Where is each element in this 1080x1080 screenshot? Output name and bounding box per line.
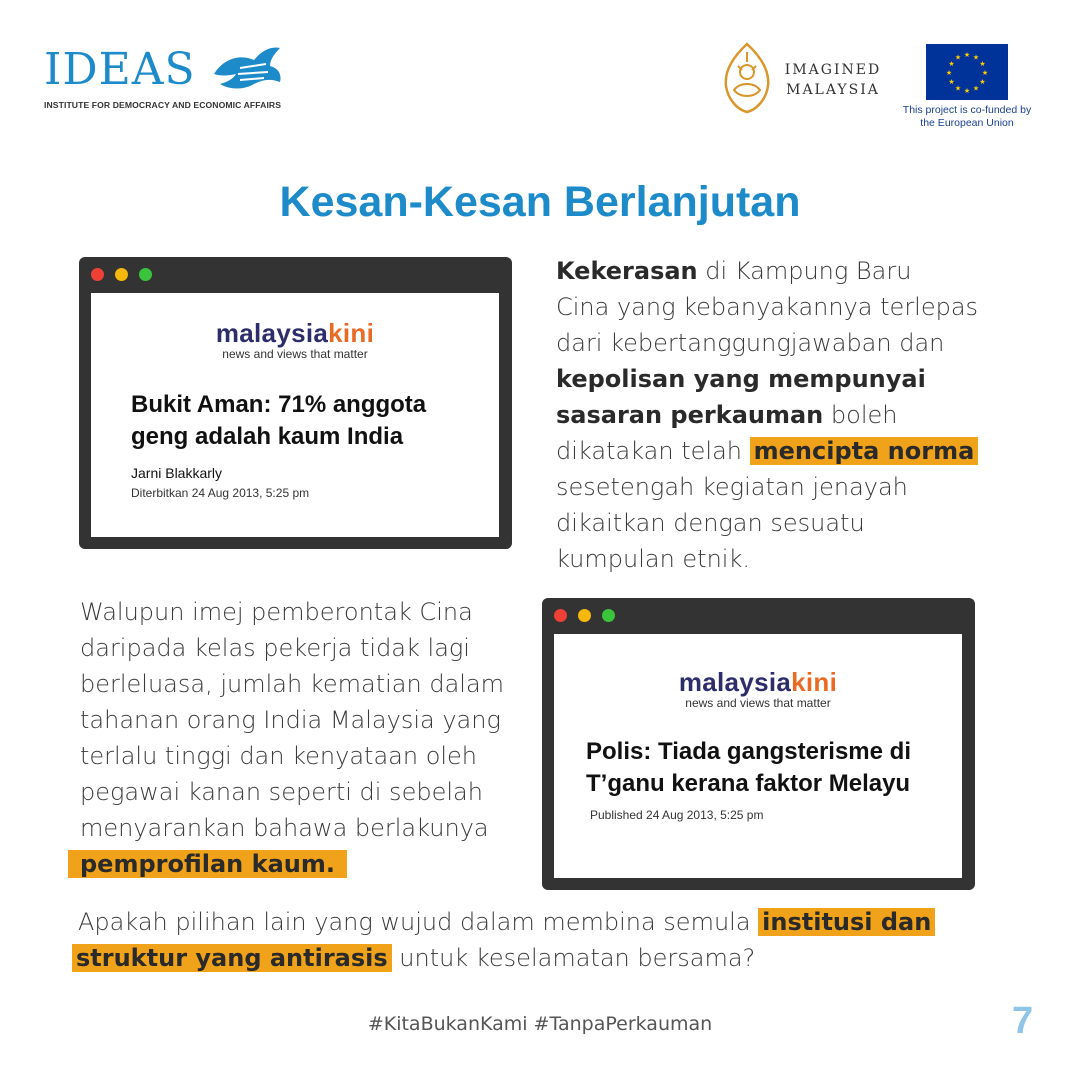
- article-author: Jarni Blakkarly: [131, 465, 223, 481]
- site-name-part2: kini: [791, 667, 838, 697]
- maximize-dot-icon: [139, 268, 152, 281]
- site-name-part1: malaysia: [215, 318, 329, 348]
- eu-caption-line2: the European Union: [920, 117, 1014, 129]
- bird-icon: [210, 44, 286, 96]
- svg-text:★: ★: [954, 84, 962, 93]
- imagined-line1: IMAGINED: [784, 62, 882, 78]
- text-span: Apakah pilihan lain yang wujud dalam membina semula: [78, 908, 759, 936]
- text-line: kumpulan etnik.: [556, 545, 750, 573]
- site-name-part1: malaysia: [678, 667, 792, 697]
- article-date: Diterbitkan 24 Aug 2013, 5:25 pm: [131, 486, 310, 500]
- page-number: 7: [1012, 1000, 1034, 1042]
- imagined-line2: MALAYSIA: [786, 82, 880, 98]
- text-line: Walupun imej pemberontak Cina: [80, 598, 473, 626]
- text-span: untuk keselamatan bersama?: [391, 944, 756, 972]
- hashtags: #KitaBukanKami #TanpaPerkauman: [367, 1013, 713, 1035]
- svg-text:★: ★: [979, 60, 986, 68]
- svg-text:★: ★: [972, 84, 980, 93]
- bold-sasaran: sasaran perkauman: [556, 401, 824, 429]
- malaysiakini-logo: [91, 319, 499, 361]
- paragraph-apakah: [78, 904, 1018, 976]
- eu-flag: [926, 44, 1008, 100]
- maximize-dot-icon: [602, 609, 615, 622]
- text-line: berleluasa, jumlah kematian dalam: [80, 670, 505, 698]
- bold-kekerasan: Kekerasan: [556, 257, 698, 285]
- highlight-pemprofilan-kaum: pemprofilan kaum.: [68, 850, 347, 878]
- page-title: Kesan-Kesan Berlanjutan: [279, 178, 801, 226]
- text-span: di Kampung Baru: [697, 257, 912, 285]
- browser-window-2: [542, 598, 975, 890]
- minimize-dot-icon: [578, 609, 591, 622]
- article-card-2: [554, 634, 962, 878]
- text-span: dikatakan telah: [556, 437, 750, 465]
- site-name-part2: kini: [328, 318, 375, 348]
- malaysiakini-logo: [554, 668, 962, 710]
- svg-text:★: ★: [979, 78, 986, 86]
- ideas-wordmark: IDEAS: [44, 44, 196, 95]
- svg-text:★: ★: [972, 53, 980, 62]
- eu-caption-line1: This project is co-funded by: [902, 104, 1032, 116]
- highlight-institusi-dan: institusi dan: [758, 908, 935, 936]
- text-line: pegawai kanan seperti di sebelah: [80, 778, 483, 806]
- bold-kepolisan: kepolisan yang mempunyai: [556, 365, 926, 393]
- text-line: Cina yang kebanyakannya terlepas: [556, 293, 979, 321]
- article-headline: [586, 736, 911, 800]
- ideas-subtitle: INSTITUTE FOR DEMOCRACY AND ECONOMIC AFFAIRS: [44, 100, 282, 110]
- article-card-1: [91, 293, 499, 537]
- headline-line2: T’ganu kerana faktor Melayu: [586, 770, 911, 797]
- close-dot-icon: [91, 268, 104, 281]
- text-line: menyarankan bahawa berlakunya: [80, 814, 489, 842]
- text-line: sesetengah kegiatan jenayah: [556, 473, 908, 501]
- svg-text:★: ★: [981, 69, 989, 77]
- text-line: dikaitkan dengan sesuatu: [556, 509, 865, 537]
- svg-text:★: ★: [963, 87, 971, 95]
- highlight-mencipta-norma: mencipta norma: [750, 437, 979, 465]
- minimize-dot-icon: [115, 268, 128, 281]
- headline-line2: geng adalah kaum India: [131, 423, 404, 450]
- site-tagline: news and views that matter: [685, 696, 831, 710]
- svg-text:★: ★: [945, 69, 953, 77]
- imagined-malaysia-emblem-icon: [720, 42, 774, 114]
- text-line: terlalu tinggi dan kenyataan oleh: [80, 742, 478, 770]
- close-dot-icon: [554, 609, 567, 622]
- article-date: Published 24 Aug 2013, 5:25 pm: [590, 808, 764, 822]
- text-span: boleh: [823, 401, 898, 429]
- browser-window-1: [79, 257, 512, 549]
- headline-line1: Polis: Tiada gangsterisme di: [586, 738, 911, 765]
- headline-line1: Bukit Aman: 71% anggota: [131, 391, 427, 418]
- imagined-malaysia-text: [778, 60, 888, 100]
- svg-text:★: ★: [954, 53, 962, 62]
- svg-text:★: ★: [948, 78, 955, 86]
- paragraph-kekerasan: [556, 253, 986, 577]
- text-line: tahanan orang India Malaysia yang: [80, 706, 501, 734]
- paragraph-walupun: [80, 594, 520, 882]
- site-tagline: news and views that matter: [222, 347, 368, 361]
- highlight-struktur-antirasis: struktur yang antirasis: [72, 944, 392, 972]
- svg-text:★: ★: [948, 60, 955, 68]
- svg-text:★: ★: [963, 51, 971, 59]
- text-line: dari kebertanggungjawaban dan: [556, 329, 945, 357]
- eu-caption: [892, 104, 1042, 130]
- eu-stars-icon: [926, 44, 1008, 100]
- text-line: daripada kelas pekerja tidak lagi: [80, 634, 470, 662]
- article-headline: [131, 389, 426, 453]
- ideas-logo: [44, 44, 284, 114]
